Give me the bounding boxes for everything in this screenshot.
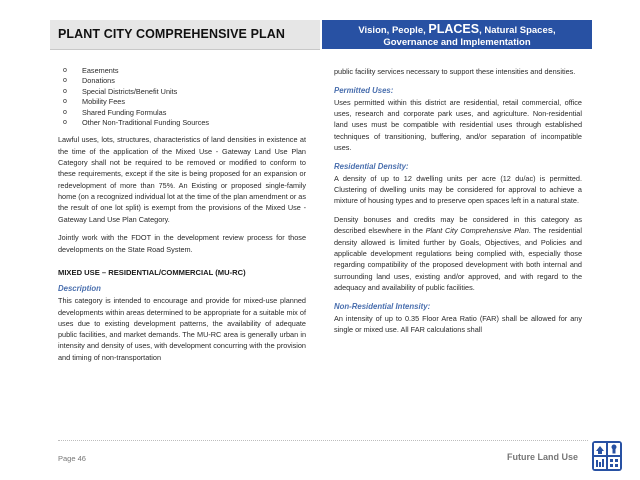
list-item bbox=[58, 108, 306, 118]
banner-text-places: PLACES bbox=[428, 22, 480, 36]
bullet-text: Easements bbox=[82, 66, 119, 75]
bullet-text: Other Non-Traditional Funding Sources bbox=[82, 118, 210, 128]
permitted-uses-paragraph: Uses permitted within this district are residential, retail commercial, office uses, research and corporate park uses, and agriculture. Non-residential land uses must be compatible with residential uses through established techniques of transitioning, buffering, and/or separation of incompatible uses. bbox=[334, 97, 582, 152]
banner-text-part2: , Natural Spaces, bbox=[479, 25, 556, 36]
bullet-marker: o bbox=[63, 87, 67, 95]
section-heading: MIXED USE – RESIDENTIAL/COMMERCIAL (MU-RC) bbox=[58, 267, 246, 277]
bonus-text-after: . The residential density allowed is limited further by Goals, Objectives, and Policies and applicable development regulations being complied with, especially those regarding compatibility of the proposed development with both internal and surrounding land uses, existing and/or approved, and with regard to the adequacy and availability of public facilities. bbox=[334, 226, 582, 292]
header-left-band bbox=[50, 20, 320, 50]
bullet-marker: o bbox=[63, 67, 67, 74]
description-paragraph: This category is intended to encourage and provide for mixed-use planned developments within areas determined to be appropriate for a suitable mix of uses due to existing development patterns, the availability of adequate public facilities, and market demands. The MU-RC area is generally urban in intensity and density of uses, with development concurring with the provision and timing of non-transportation bbox=[58, 296, 306, 362]
banner-text-part1: Vision, People, bbox=[358, 25, 429, 36]
existing-uses-paragraph: Lawful uses, lots, structures, characteristics of land densities in existence at the time of the application of the Mixed Use - Gateway Land Use Plan Category shall not be required to be removed or modified to conform to these requirements, except if the site is being proposed for an expansion or redevelopment of more than 75%. An Existing or proposed single-family home (on a recognized individual lot at the time of the plan amendment or as the result of one lot split) is exempt from the provisions of the Mixed Use - Gateway Land Use Plan Category. bbox=[58, 135, 306, 224]
density-bonus-paragraph bbox=[334, 214, 582, 293]
permitted-uses-heading: Permitted Uses: bbox=[334, 85, 394, 95]
continuation-paragraph: public facility services necessary to support these intensities and densities. bbox=[334, 67, 576, 76]
bullet-text: Mobility Fees bbox=[82, 97, 125, 107]
header-right-banner bbox=[322, 20, 592, 49]
banner-line-2: Governance and Implementation bbox=[383, 37, 531, 48]
left-column bbox=[58, 66, 306, 370]
plan-title-italic: Plant City Comprehensive Plan bbox=[425, 226, 529, 236]
list-item bbox=[58, 97, 306, 107]
footer-divider bbox=[58, 440, 588, 441]
bullet-marker: o bbox=[63, 98, 67, 106]
intensity-paragraph: An intensity of up to 0.35 Floor Area Ratio (FAR) shall be allowed for any single or mixed use. All FAR calculations shall bbox=[334, 313, 582, 335]
footer-section-title: Future Land Use bbox=[506, 452, 578, 462]
bonus-text-before: Density bonuses and credits may be considered in this category as described elsewhere in the bbox=[334, 215, 582, 236]
bullet-text: Shared Funding Formulas bbox=[82, 107, 167, 117]
bullet-text: Donations bbox=[82, 76, 115, 86]
bullet-marker: o bbox=[63, 108, 67, 116]
residential-density-heading: Residential Density: bbox=[334, 161, 409, 171]
fdot-paragraph: Jointly work with the FDOT in the development review process for those developments on the State Road System. bbox=[58, 233, 306, 254]
funding-bullet-list bbox=[58, 66, 306, 128]
bullet-marker: o bbox=[63, 77, 67, 85]
list-item bbox=[58, 87, 306, 97]
page-number: Page 46 bbox=[58, 454, 86, 463]
land-use-icon bbox=[592, 441, 622, 471]
list-item bbox=[58, 66, 306, 76]
description-heading: Description bbox=[58, 284, 101, 294]
banner-line-1 bbox=[322, 23, 592, 37]
list-item bbox=[58, 76, 306, 86]
document-title: PLANT CITY COMPREHENSIVE PLAN bbox=[58, 27, 285, 41]
residential-density-paragraph: A density of up to 12 dwelling units per acre (12 du/ac) is permitted. Clustering of dwelling units may be considered for approval to achieve a mixture of housing types and to preserve open spaces left in a natural state. bbox=[334, 173, 582, 206]
right-column bbox=[334, 66, 582, 343]
bullet-marker: o bbox=[63, 119, 67, 127]
bullet-text: Special Districts/Benefit Units bbox=[82, 86, 178, 96]
list-item bbox=[58, 118, 306, 128]
non-residential-intensity-heading: Non-Residential Intensity: bbox=[334, 301, 431, 311]
